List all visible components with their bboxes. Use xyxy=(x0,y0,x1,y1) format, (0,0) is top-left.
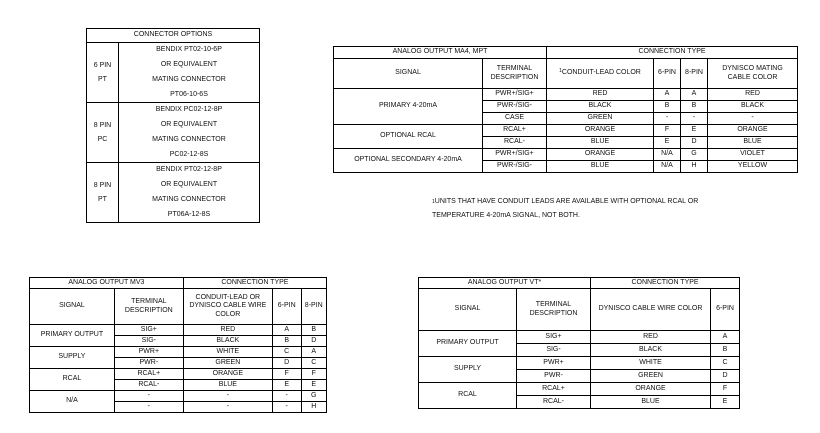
pin6-cell: D xyxy=(272,358,301,369)
terminal-cell: PWR+ xyxy=(517,357,591,370)
table-row xyxy=(419,331,740,344)
vt-header-signal: SIGNAL xyxy=(419,289,517,331)
connector-pin-type: PC xyxy=(97,135,108,143)
pin8-cell: H xyxy=(301,402,327,413)
table-row xyxy=(30,391,327,402)
connector-pin-count: 8 PIN xyxy=(93,181,112,189)
pin6-cell: - xyxy=(272,391,301,402)
table-row xyxy=(30,347,327,358)
mv3-header-6pin: 6-PIN xyxy=(272,289,301,325)
pin6-cell: E xyxy=(711,396,740,409)
ma4-header-terminal: TERMINAL DESCRIPTION xyxy=(483,59,547,89)
ma4-connection-type: CONNECTION TYPE xyxy=(547,47,798,59)
connector-group xyxy=(87,103,260,163)
cable-color-cell: WHITE xyxy=(591,357,711,370)
ma4-title: ANALOG OUTPUT MA4, MPT xyxy=(334,47,547,59)
vt-header-cable: DYNISCO CABLE WIRE COLOR xyxy=(591,289,711,331)
terminal-cell: PWR-/SIG- xyxy=(483,101,547,113)
connector-line: PT06A-12-8S xyxy=(119,208,260,223)
ma4-header-conduit-label: CONDUIT-LEAD COLOR xyxy=(561,69,641,77)
conduit-color-cell: GREEN xyxy=(547,113,654,125)
connector-line: PT06-10-6S xyxy=(119,88,260,103)
terminal-cell: PWR+/SIG+ xyxy=(483,149,547,161)
wire-color-cell: ORANGE xyxy=(183,369,272,380)
connector-pin-count: 6 PIN xyxy=(93,61,112,69)
terminal-cell: PWR-/SIG- xyxy=(483,161,547,173)
ma4-header-conduit xyxy=(547,59,654,89)
wire-color-cell: RED xyxy=(183,325,272,336)
cable-color-cell: GREEN xyxy=(591,370,711,383)
footnote-text-1: UNITS THAT HAVE CONDUIT LEADS ARE AVAILABLE WITH OPTIONAL RCAL OR xyxy=(434,198,699,205)
table-row xyxy=(334,125,798,137)
mv3-body xyxy=(30,325,327,413)
ma4-header-dynisco: DYNISCO MATING CABLE COLOR xyxy=(708,59,798,89)
terminal-cell: SIG- xyxy=(114,336,183,347)
terminal-cell: PWR+ xyxy=(114,347,183,358)
connector-line: BENDIX PC02-12-8P xyxy=(119,103,260,118)
terminal-cell: RCAL+ xyxy=(483,125,547,137)
mv3-table xyxy=(29,277,327,413)
conduit-color-cell: BLUE xyxy=(547,161,654,173)
signal-cell: PRIMARY 4-20mA xyxy=(334,89,483,125)
connector-line: MATING CONNECTOR xyxy=(119,193,260,208)
terminal-cell: RCAL- xyxy=(483,137,547,149)
pin8-cell: E xyxy=(681,125,708,137)
mv3-title: ANALOG OUTPUT MV3 xyxy=(30,278,184,289)
cable-color-cell: BLACK xyxy=(591,344,711,357)
footnote-mark: 1 xyxy=(559,68,562,75)
pin6-cell: C xyxy=(711,357,740,370)
conduit-color-cell: BLACK xyxy=(547,101,654,113)
mv3-connection-type: CONNECTION TYPE xyxy=(183,278,326,289)
table-row xyxy=(30,369,327,380)
pin6-cell: N/A xyxy=(654,149,681,161)
ma4-header-8pin: 8-PIN xyxy=(681,59,708,89)
signal-cell: RCAL xyxy=(30,369,115,391)
terminal-cell: SIG- xyxy=(517,344,591,357)
terminal-cell: PWR- xyxy=(114,358,183,369)
terminal-cell: RCAL+ xyxy=(114,369,183,380)
cable-color-cell: RED xyxy=(591,331,711,344)
terminal-cell: SIG+ xyxy=(114,325,183,336)
pin6-cell: B xyxy=(654,101,681,113)
dynisco-color-cell: VIOLET xyxy=(708,149,798,161)
pin8-cell: A xyxy=(301,347,327,358)
pin6-cell: N/A xyxy=(654,161,681,173)
signal-cell: RCAL xyxy=(419,383,517,409)
ma4-body xyxy=(334,89,798,173)
pin6-cell: B xyxy=(711,344,740,357)
pin8-cell: G xyxy=(301,391,327,402)
pin8-cell: - xyxy=(681,113,708,125)
vt-header-6pin: 6-PIN xyxy=(711,289,740,331)
pin6-cell: E xyxy=(654,137,681,149)
pin6-cell: B xyxy=(272,336,301,347)
pin8-cell: H xyxy=(681,161,708,173)
vt-table xyxy=(418,277,740,409)
connector-line: OR EQUIVALENT xyxy=(119,58,260,73)
signal-cell: PRIMARY OUTPUT xyxy=(30,325,115,347)
conduit-color-cell: ORANGE xyxy=(547,149,654,161)
connector-group xyxy=(87,163,260,223)
pin6-cell: - xyxy=(272,402,301,413)
pin8-cell: D xyxy=(681,137,708,149)
mv3-header-terminal: TERMINAL DESCRIPTION xyxy=(114,289,183,325)
connector-line: MATING CONNECTOR xyxy=(119,73,260,88)
table-row xyxy=(30,325,327,336)
connector-line: BENDIX PT02-12-8P xyxy=(119,163,260,178)
connector-options-table xyxy=(86,28,260,223)
connector-pin-label xyxy=(87,43,119,103)
connector-line: OR EQUIVALENT xyxy=(119,118,260,133)
connector-line: PC02-12-8S xyxy=(119,148,260,163)
connector-options-title: CONNECTOR OPTIONS xyxy=(87,29,260,43)
signal-cell: N/A xyxy=(30,391,115,413)
pin8-cell: F xyxy=(301,369,327,380)
mv3-header-8pin: 8-PIN xyxy=(301,289,327,325)
connector-line: BENDIX PT02-10-6P xyxy=(119,43,260,58)
signal-cell: SUPPLY xyxy=(30,347,115,369)
cable-color-cell: BLUE xyxy=(591,396,711,409)
dynisco-color-cell: YELLOW xyxy=(708,161,798,173)
pin6-cell: - xyxy=(654,113,681,125)
footnote-mark-ref: 1 xyxy=(432,199,435,205)
terminal-cell: - xyxy=(114,402,183,413)
table-row xyxy=(419,383,740,396)
signal-cell: OPTIONAL RCAL xyxy=(334,125,483,149)
dynisco-color-cell: ORANGE xyxy=(708,125,798,137)
dynisco-color-cell: BLACK xyxy=(708,101,798,113)
mv3-header-signal: SIGNAL xyxy=(30,289,115,325)
vt-title: ANALOG OUTPUT VT* xyxy=(419,278,591,289)
ma4-header-signal: SIGNAL xyxy=(334,59,483,89)
vt-connection-type: CONNECTION TYPE xyxy=(591,278,740,289)
vt-header-terminal: TERMINAL DESCRIPTION xyxy=(517,289,591,331)
pin6-cell: F xyxy=(272,369,301,380)
pin8-cell: A xyxy=(681,89,708,101)
signal-cell: OPTIONAL SECONDARY 4-20mA xyxy=(334,149,483,173)
pin8-cell: G xyxy=(681,149,708,161)
ma4-header-6pin: 6-PIN xyxy=(654,59,681,89)
footnote-line-2: TEMPERATURE 4-20mA SIGNAL, NOT BOTH. xyxy=(432,212,580,219)
pin6-cell: A xyxy=(654,89,681,101)
pin6-cell: A xyxy=(272,325,301,336)
wire-color-cell: BLACK xyxy=(183,336,272,347)
connector-line: MATING CONNECTOR xyxy=(119,133,260,148)
terminal-cell: PWR- xyxy=(517,370,591,383)
connector-pin-label xyxy=(87,163,119,223)
signal-cell: PRIMARY OUTPUT xyxy=(419,331,517,357)
conduit-color-cell: BLUE xyxy=(547,137,654,149)
connector-pin-count: 8 PIN xyxy=(93,121,112,129)
table-row xyxy=(334,149,798,161)
connector-line: OR EQUIVALENT xyxy=(119,178,260,193)
pin8-cell: E xyxy=(301,380,327,391)
pin6-cell: D xyxy=(711,370,740,383)
ma4-footnote xyxy=(432,195,698,223)
wire-color-cell: - xyxy=(183,391,272,402)
connector-pin-type: PT xyxy=(98,195,107,203)
terminal-cell: SIG+ xyxy=(517,331,591,344)
vt-body xyxy=(419,331,740,409)
pin8-cell: B xyxy=(301,325,327,336)
wire-color-cell: GREEN xyxy=(183,358,272,369)
pin6-cell: A xyxy=(711,331,740,344)
connector-group xyxy=(87,43,260,103)
pin8-cell: C xyxy=(301,358,327,369)
wire-color-cell: - xyxy=(183,402,272,413)
cable-color-cell: ORANGE xyxy=(591,383,711,396)
dynisco-color-cell: - xyxy=(708,113,798,125)
dynisco-color-cell: RED xyxy=(708,89,798,101)
footnote-line-1 xyxy=(432,195,698,209)
terminal-cell: RCAL+ xyxy=(517,383,591,396)
wire-color-cell: BLUE xyxy=(183,380,272,391)
conduit-color-cell: RED xyxy=(547,89,654,101)
pin8-cell: B xyxy=(681,101,708,113)
signal-cell: SUPPLY xyxy=(419,357,517,383)
table-row xyxy=(334,89,798,101)
pin8-cell: D xyxy=(301,336,327,347)
dynisco-color-cell: BLUE xyxy=(708,137,798,149)
terminal-cell: RCAL- xyxy=(517,396,591,409)
mv3-header-conduit: CONDUIT-LEAD OR DYNISCO CABLE WIRE COLOR xyxy=(183,289,272,325)
wire-color-cell: WHITE xyxy=(183,347,272,358)
pin6-cell: E xyxy=(272,380,301,391)
terminal-cell: RCAL- xyxy=(114,380,183,391)
table-row xyxy=(419,357,740,370)
pin6-cell: C xyxy=(272,347,301,358)
pin6-cell: F xyxy=(711,383,740,396)
connector-pin-type: PT xyxy=(98,75,107,83)
pin6-cell: F xyxy=(654,125,681,137)
terminal-cell: PWR+/SIG+ xyxy=(483,89,547,101)
connector-pin-label xyxy=(87,103,119,163)
terminal-cell: - xyxy=(114,391,183,402)
terminal-cell: CASE xyxy=(483,113,547,125)
conduit-color-cell: ORANGE xyxy=(547,125,654,137)
ma4-table xyxy=(333,46,798,173)
